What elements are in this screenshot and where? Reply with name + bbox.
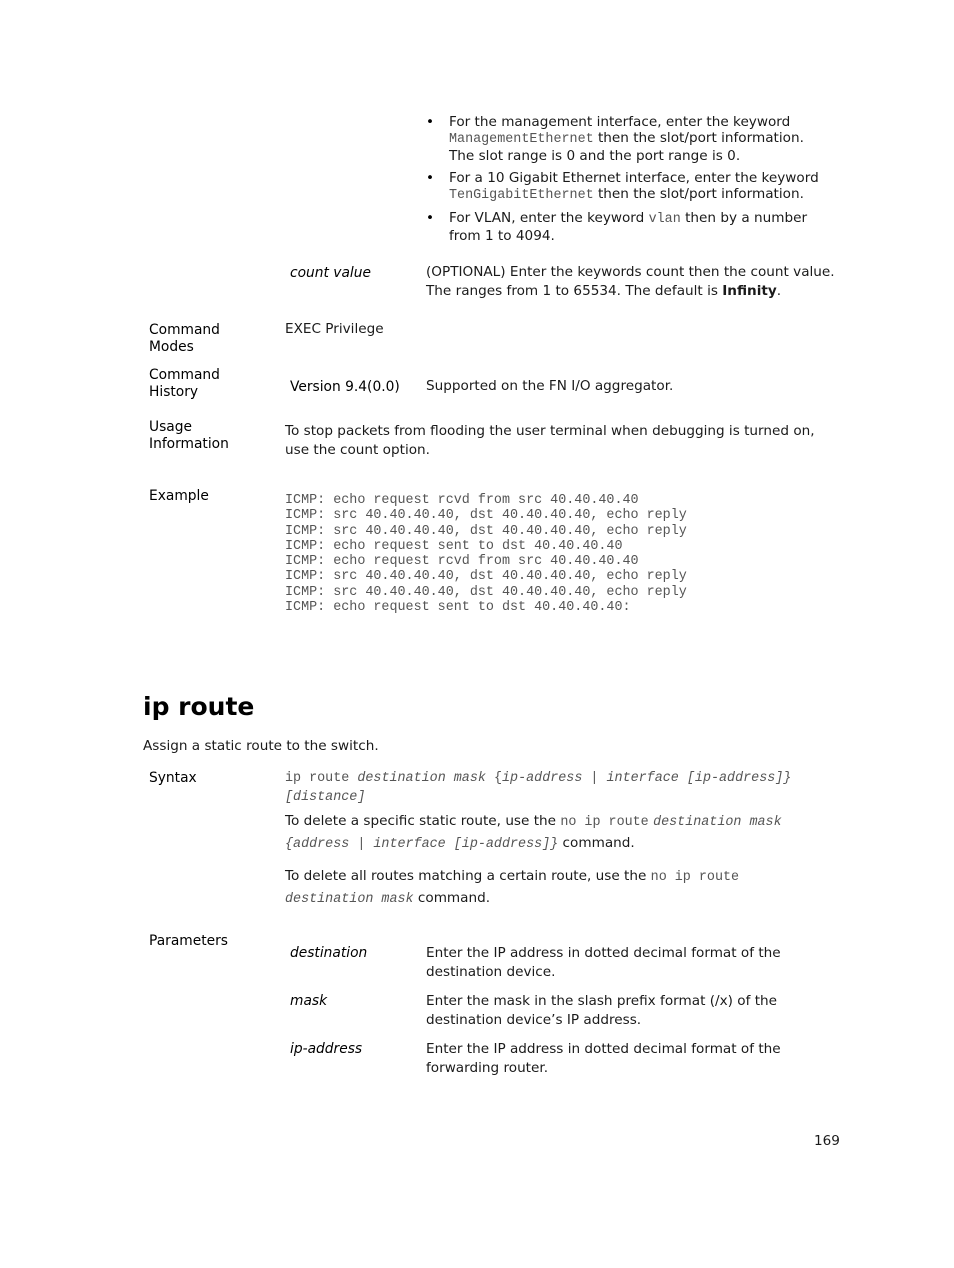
code-line: ICMP: src 40.40.40.40, dst 40.40.40.40, echo reply xyxy=(285,584,687,600)
code-line: ICMP: src 40.40.40.40, dst 40.40.40.40, echo reply xyxy=(285,508,687,524)
bullet-tengig: • For a 10 Gigabit Ethernet interface, enter the keyword TenGigabitEthernet then the slot/port information. xyxy=(426,170,821,204)
code-line: ICMP: src 40.40.40.40, dst 40.40.40.40, echo reply xyxy=(285,569,687,585)
parameters-label: Parameters xyxy=(149,933,228,949)
param-mask-desc: Enter the mask in the slash prefix format (/x) of the destination device’s IP address. xyxy=(426,993,778,1028)
command-history-label: Command History xyxy=(149,367,220,400)
page-number: 169 xyxy=(814,1133,840,1149)
code-line: ICMP: src 40.40.40.40, dst 40.40.40.40, echo reply xyxy=(285,523,687,539)
bullet-vlan: • For VLAN, enter the keyword vlan then by a number from 1 to 4094. xyxy=(426,210,821,244)
code-line: ICMP: echo request sent to dst 40.40.40.40 xyxy=(285,538,623,554)
example-label: Example xyxy=(149,488,209,504)
bullet-management: • For the management interface, enter the keyword ManagementEthernet then the slot/port information. The slot range is 0 and the port range is 0. xyxy=(426,114,821,164)
section-title: ip route xyxy=(143,692,255,721)
delete-specific-route: To delete a specific static route, use the no ip route destination mask {address | interface [ip-address]} command. xyxy=(285,813,782,852)
param-destination: destination xyxy=(290,945,368,961)
syntax-command: ip route destination mask {ip-address | interface [ip-address]} [distance] xyxy=(285,771,792,805)
param-mask: mask xyxy=(290,993,328,1009)
command-modes-label: Command Modes xyxy=(149,322,220,355)
delete-all-routes: To delete all routes matching a certain route, use the no ip route destination mask command. xyxy=(285,868,740,907)
count-value-param: count value xyxy=(290,265,371,281)
example-code xyxy=(285,493,687,615)
param-ip-address-desc: Enter the IP address in dotted decimal format of the forwarding router. xyxy=(426,1041,781,1076)
command-history-version: Version 9.4(0.0) xyxy=(290,379,400,395)
syntax-label: Syntax xyxy=(149,770,197,786)
command-modes-value: EXEC Privilege xyxy=(285,321,384,337)
usage-info-label: Usage Information xyxy=(149,419,229,452)
command-history-desc: Supported on the FN I/O aggregator. xyxy=(426,378,674,394)
code-line: ICMP: echo request rcvd from src 40.40.40.40 xyxy=(285,554,639,570)
section-summary: Assign a static route to the switch. xyxy=(143,738,379,754)
count-value-desc: (OPTIONAL) Enter the keywords count then the count value. The ranges from 1 to 65534. The default is Infinity. xyxy=(426,264,835,299)
code-line: ICMP: echo request sent to dst 40.40.40.40: xyxy=(285,600,631,616)
usage-info-text: To stop packets from flooding the user terminal when debugging is turned on, use the count option. xyxy=(285,423,815,458)
param-ip-address: ip-address xyxy=(290,1041,363,1057)
param-destination-desc: Enter the IP address in dotted decimal format of the destination device. xyxy=(426,945,781,980)
interface-bullets xyxy=(426,114,821,248)
code-line: ICMP: echo request rcvd from src 40.40.40.40 xyxy=(285,493,639,508)
